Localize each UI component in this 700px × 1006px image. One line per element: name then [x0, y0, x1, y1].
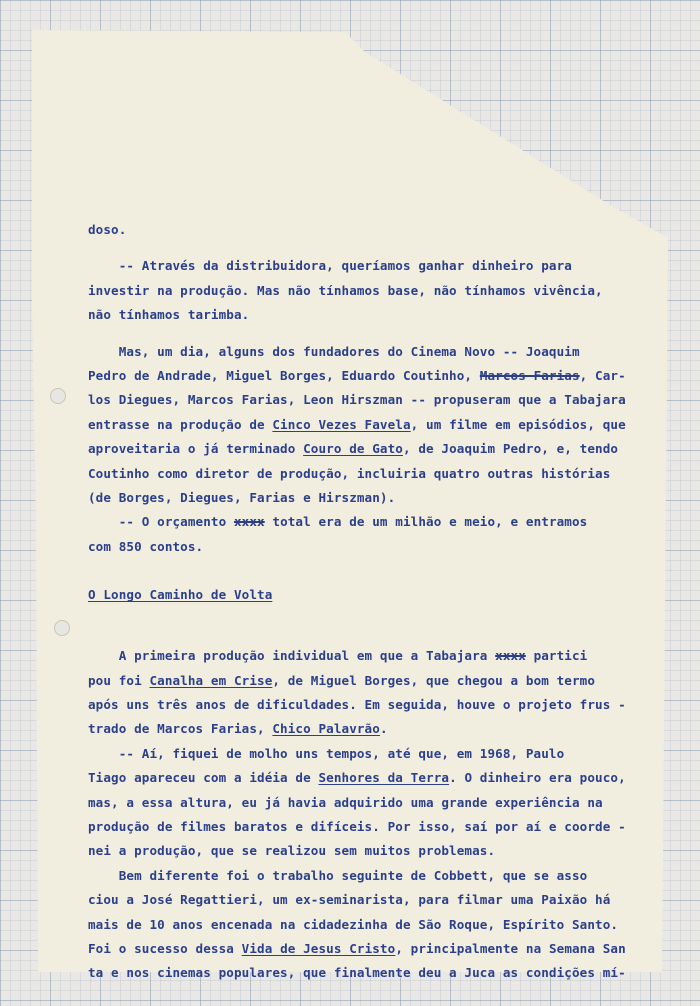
- film-title: Senhores da Terra: [318, 770, 450, 786]
- text-line: nei a produção, que se realizou sem muitos problemas.: [88, 843, 496, 859]
- text-fragment: Foi o sucesso dessa: [88, 940, 242, 956]
- text-line: [88, 413, 648, 437]
- struck-text: Marcos Farias: [479, 367, 580, 383]
- text-fragment: trado de Marcos Farias,: [88, 721, 273, 737]
- film-title: Cinco Vezes Favela: [272, 416, 411, 432]
- text-fragment: .: [379, 721, 388, 737]
- text-line: [88, 644, 648, 668]
- punch-hole-lower: [54, 620, 70, 636]
- film-title: Couro de Gato: [303, 441, 403, 457]
- text-line: Bem diferente foi o trabalho seguinte de Cobbett, que se asso: [88, 867, 588, 883]
- text-line: [88, 766, 648, 790]
- text-line: ta e nos cinemas populares, que finalmente deu a Juca as condições mí-: [88, 965, 626, 981]
- section-heading: O Longo Caminho de Volta: [88, 587, 273, 603]
- text-line: [88, 437, 648, 461]
- text-line: [88, 510, 648, 534]
- text-line: mas, a essa altura, eu já havia adquirido uma grande experiência na: [88, 794, 603, 810]
- text-fragment: A primeira produção individual em que a Tabajara: [88, 648, 496, 664]
- text-line: Coutinho como diretor de produção, incluiria quatro outras histórias: [88, 465, 611, 481]
- struck-text: xxxx: [233, 514, 265, 530]
- text-fragment: partici: [525, 648, 588, 664]
- text-fragment: , principalmente na Semana San: [395, 940, 626, 956]
- text-line: investir na produção. Mas não tínhamos base, não tínhamos vivência,: [88, 282, 603, 298]
- text-line: ciou a José Regattieri, um ex-seminarista, para filmar uma Paixão há: [88, 892, 611, 908]
- text-line: -- Aí, fiquei de molho uns tempos, até que, em 1968, Paulo: [88, 745, 565, 761]
- text-line: após uns três anos de dificuldades. Em seguida, houve o projeto frus -: [88, 697, 626, 713]
- text-line: mais de 10 anos encenada na cidadezinha de São Roque, Espírito Santo.: [88, 916, 619, 932]
- text-line: [88, 937, 648, 961]
- text-fragment: pou foi: [88, 672, 150, 688]
- text-line: (de Borges, Diegues, Farias e Hirszman).: [88, 489, 396, 505]
- text-line: -- Através da distribuidora, queríamos ganhar dinheiro para: [88, 258, 572, 274]
- text-fragment: , um filme em episódios, que: [410, 416, 626, 432]
- text-line: [88, 669, 648, 693]
- text-line: [88, 717, 648, 741]
- punch-hole-upper: [50, 388, 66, 404]
- film-title: Chico Palavrão: [272, 721, 380, 737]
- text-fragment: -- O orçamento: [88, 514, 234, 530]
- text-fragment: entrasse na produção de: [88, 416, 273, 432]
- text-fragment: Tiago apareceu com a idéia de: [88, 770, 319, 786]
- text-line: Mas, um dia, alguns dos fundadores do Cinema Novo -- Joaquim: [88, 343, 580, 359]
- text-line: los Diegues, Marcos Farias, Leon Hirszman -- propuseram que a Tabajara: [88, 392, 626, 408]
- text-fragment: , de Joaquim Pedro, e, tendo: [402, 441, 619, 457]
- film-title: Canalha em Crise: [149, 672, 273, 688]
- text-line: [88, 364, 648, 388]
- struck-text: xxxx: [495, 648, 526, 664]
- text-fragment: , de Miguel Borges, que chegou a bom termo: [272, 672, 596, 688]
- text-line: com 850 contos.: [88, 538, 204, 554]
- page-text: [88, 218, 648, 986]
- text-line: não tínhamos tarimba.: [88, 307, 250, 323]
- text-line: produção de filmes baratos e difíceis. Por isso, saí por aí e coorde -: [88, 819, 626, 834]
- text-fragment: aproveitaria o já terminado: [88, 441, 304, 457]
- text-fragment: . O dinheiro era pouco,: [449, 770, 626, 786]
- text-fragment: total era de um milhão e meio, e entramos: [264, 514, 588, 530]
- text-fragment: Pedro de Andrade, Miguel Borges, Eduardo Coutinho,: [88, 367, 480, 383]
- text-fragment: , Car-: [579, 367, 626, 383]
- text-line: doso.: [88, 222, 127, 237]
- film-title: Vida de Jesus Cristo: [241, 940, 396, 956]
